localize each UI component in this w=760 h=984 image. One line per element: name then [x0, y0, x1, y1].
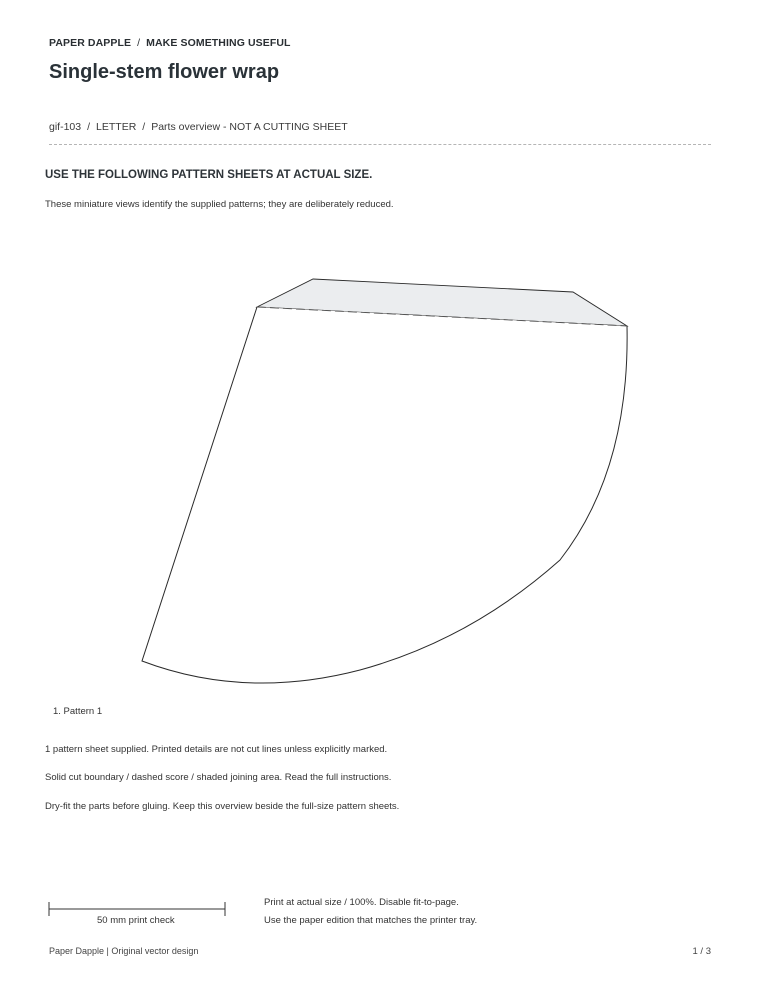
- scale-bar-label: 50 mm print check: [97, 915, 175, 926]
- section-heading: USE THE FOLLOWING PATTERN SHEETS AT ACTUAL SIZE.: [45, 169, 373, 181]
- brand-separator: /: [137, 37, 141, 49]
- print-instruction-actual-size: Print at actual size / 100%. Disable fit-to-page.: [264, 897, 459, 908]
- sheet-type: Parts overview - NOT A CUTTING SHEET: [151, 121, 348, 133]
- page-number: 1 / 3: [692, 946, 711, 957]
- page-title: Single-stem flower wrap: [49, 61, 280, 83]
- note-sheets-supplied: 1 pattern sheet supplied. Printed details are not cut lines unless explicitly marked.: [45, 744, 388, 755]
- meta-separator: /: [142, 121, 146, 133]
- note-line-legend: Solid cut boundary / dashed score / shaded joining area. Read the full instructions.: [45, 772, 392, 783]
- brand-tagline: MAKE SOMETHING USEFUL: [146, 37, 291, 49]
- meta-separator: /: [87, 121, 91, 133]
- pattern-code: gif-103: [49, 121, 82, 133]
- brand-name: PAPER DAPPLE: [49, 37, 132, 49]
- cone-cut-boundary: [142, 307, 627, 683]
- pattern-caption: 1. Pattern 1: [53, 706, 103, 717]
- section-intro: These miniature views identify the supplied patterns; they are deliberately reduced.: [45, 199, 394, 210]
- print-instruction-paper: Use the paper edition that matches the printer tray.: [264, 915, 478, 926]
- footer-credit: Paper Dapple | Original vector design: [49, 946, 199, 956]
- note-dry-fit: Dry-fit the parts before gluing. Keep this overview beside the full-size pattern sheets.: [45, 801, 400, 812]
- paper-size: LETTER: [96, 121, 137, 133]
